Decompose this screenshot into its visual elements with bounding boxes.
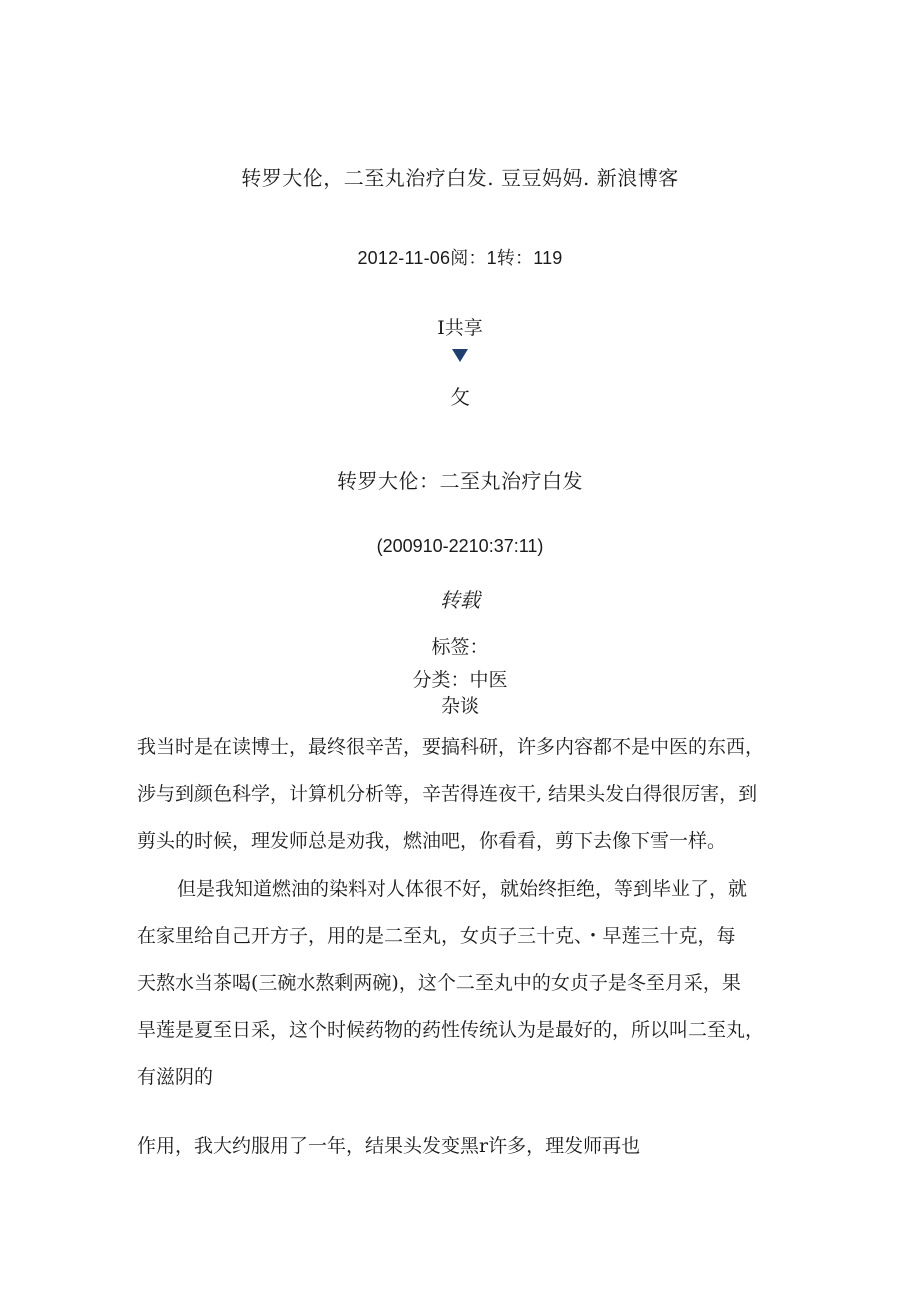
paragraph-line: 旱莲是夏至日采，这个时候药物的药性传统认为是最好的，所以叫二至丸， bbox=[137, 1019, 765, 1041]
article-heading: 转罗大伦：二至丸治疗白发 bbox=[337, 469, 583, 493]
triangle-down-icon[interactable] bbox=[452, 349, 468, 362]
category-label-line2[interactable]: 杂谈 bbox=[440, 695, 479, 717]
article-paragraph-3 bbox=[137, 1123, 817, 1170]
paragraph-line: 作用，我大约服用了一年，结果头发变黑r许多，理发师再也 bbox=[137, 1135, 641, 1157]
paragraph-line: 剪头的时候，理发师总是劝我，燃油吧，你看看，剪下去像下雪一样。 bbox=[137, 830, 727, 852]
paragraph-line: 有滋阴的 bbox=[137, 1066, 214, 1088]
tags-label: 标签： bbox=[431, 636, 489, 658]
repost-label: 转载 bbox=[440, 588, 480, 612]
paragraph-line: 涉与到颜色科学，计算机分析等，辛苦得连夜干, 结果头发白得很厉害，到 bbox=[137, 783, 758, 805]
font-size-toggle[interactable]: 攵 bbox=[450, 385, 470, 409]
share-link[interactable]: I共享 bbox=[437, 317, 483, 339]
paragraph-line: 天熬水当茶喝(三碗水熬剩两碗)，这个二至丸中的女贞子是冬至月采，果 bbox=[137, 972, 741, 994]
paragraph-line: 但是我知道燃油的染料对人体很不好，就始终拒绝，等到毕业了，就 bbox=[177, 878, 748, 900]
post-meta: 2012-11-06阅：1转：119 bbox=[357, 248, 563, 268]
article-datetime: (200910-2210:37:11) bbox=[376, 536, 544, 556]
article-paragraph-1 bbox=[137, 724, 817, 865]
article-paragraph-2 bbox=[137, 866, 817, 1101]
paragraph-line: 在家里给自己开方子，用的是二至丸，女贞子三十克、・早莲三十克，每 bbox=[137, 925, 736, 947]
category-label[interactable]: 分类：中医 bbox=[412, 669, 508, 691]
paragraph-line: 我当时是在读博士，最终很辛苦，要搞科研，许多内容都不是中医的东西， bbox=[137, 736, 765, 758]
page-title: 转罗大伦，二至丸治疗白发. 豆豆妈妈. 新浪博客 bbox=[241, 166, 679, 190]
